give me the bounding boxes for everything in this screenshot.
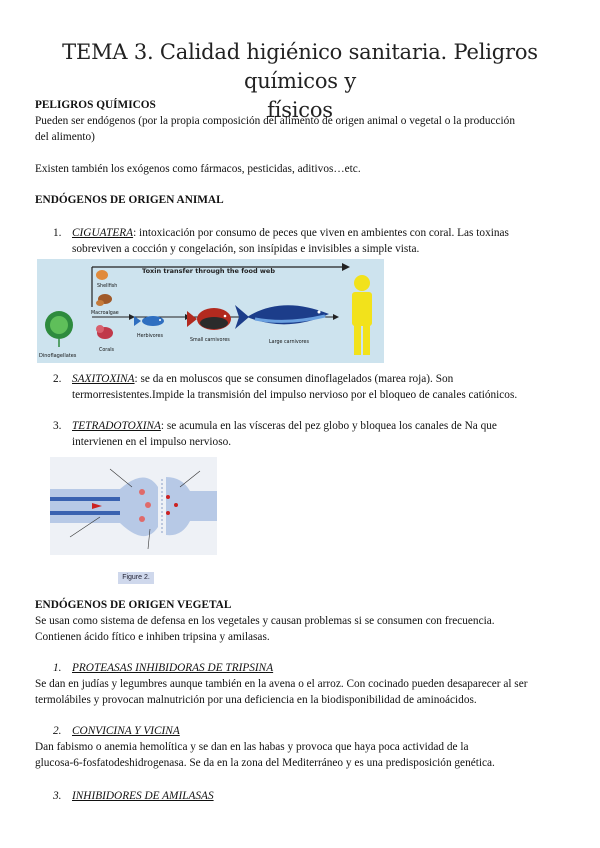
paragraph-proteasas [35, 676, 585, 708]
paragraph-line: glucosa-6-fosfatodeshidrogenasa. Se da en la zona del Mediterráneo y es una predisposición genética. [35, 757, 495, 769]
title-line-1: TEMA 3. Calidad higiénico sanitaria. Peligros químicos y [62, 40, 538, 93]
label-small-carnivores: Small carnivores [190, 338, 230, 343]
figure-caption: Figure 2. [118, 572, 154, 584]
list-item-tetradotoxina [72, 418, 582, 450]
food-web-figure [37, 259, 384, 363]
label-corals: Corals [99, 348, 115, 353]
term-ciguatera: CIGUATERA [72, 227, 134, 239]
heading-peligros-quimicos: PELIGROS QUÍMICOS [35, 99, 156, 111]
label-herbivores: Herbivores [137, 334, 163, 339]
term-tetradotoxina: TETRADOTOXINA [72, 420, 161, 432]
synapse-figure [50, 457, 217, 555]
term-saxitoxina: SAXITOXINA [72, 373, 135, 385]
subheading-proteasas: PROTEASAS INHIBIDORAS DE TRIPSINA [72, 662, 274, 674]
figure-title: Toxin transfer through the food web [142, 267, 275, 275]
heading-endogenos-animal: ENDÓGENOS DE ORIGEN ANIMAL [35, 194, 224, 206]
paragraph-line: Se dan en judías y legumbres aunque también en la avena o el arroz. Con cocinado pueden desaparecer al ser [35, 678, 528, 690]
item-text: : se acumula en las vísceras del pez globo y bloquea los canales de Na que [160, 420, 497, 432]
list-number: 3. [53, 790, 62, 802]
list-number: 2. [53, 373, 62, 385]
item-text: sobreviven a cocción y congelación, son insípidas e invisibles a simple vista. [72, 243, 420, 255]
paragraph-convicina [35, 739, 585, 771]
paragraph-line: Pueden ser endógenos (por la propia composición del alimento de origen animal o vegetal o la producción [35, 115, 515, 127]
heading-endogenos-vegetal: ENDÓGENOS DE ORIGEN VEGETAL [35, 599, 232, 611]
paragraph-vegetal [35, 613, 580, 645]
paragraph-endogenos [35, 113, 575, 145]
paragraph-line: Se usan como sistema de defensa en los vegetales y causan problemas si se consumen con frecuencia. [35, 615, 495, 627]
label-macroalgae: Macroalgae [91, 311, 119, 316]
paragraph-line: del alimento) [35, 131, 95, 143]
list-number: 1. [53, 662, 62, 674]
paragraph-line: Dan fabismo o anemia hemolítica y se dan en las habas y provoca que haya poca actividad de la [35, 741, 469, 753]
list-item-ciguatera [72, 225, 582, 257]
list-number: 2. [53, 725, 62, 737]
list-item-saxitoxina [72, 371, 592, 403]
paragraph-line: termolábiles y provocan malnutrición por una deficiencia en la biodisponibilidad de aminoácidos. [35, 694, 477, 706]
item-text: intervienen en el impulso nervioso. [72, 436, 232, 448]
item-text: termorresistentes.Impide la transmisión del impulso nervioso por el bloqueo de canales catiónicos. [72, 389, 518, 401]
label-shellfish: Shellfish [97, 284, 118, 289]
label-dinoflagellates: Dinoflagellates [39, 353, 77, 359]
item-text: : se da en moluscos que se consumen dinoflagelados (marea roja). Son [134, 373, 454, 385]
subheading-amilasas: INHIBIDORES DE AMILASAS [72, 790, 214, 802]
paragraph-line: Contienen ácido fítico e inhiben tripsina y amilasas. [35, 631, 270, 643]
subheading-convicina: CONVICINA Y VICINA [72, 725, 180, 737]
shellfish-icon [96, 270, 108, 280]
title-line-2: físicos [267, 98, 333, 122]
paragraph-exogenos: Existen también los exógenos como fármacos, pesticidas, aditivos…etc. [35, 163, 361, 175]
list-number: 3. [53, 420, 62, 432]
label-large-carnivores: Large carnivores [269, 340, 309, 345]
list-number: 1. [53, 227, 62, 239]
item-text: : intoxicación por consumo de peces que viven en ambientes con coral. Las toxinas [133, 227, 509, 239]
